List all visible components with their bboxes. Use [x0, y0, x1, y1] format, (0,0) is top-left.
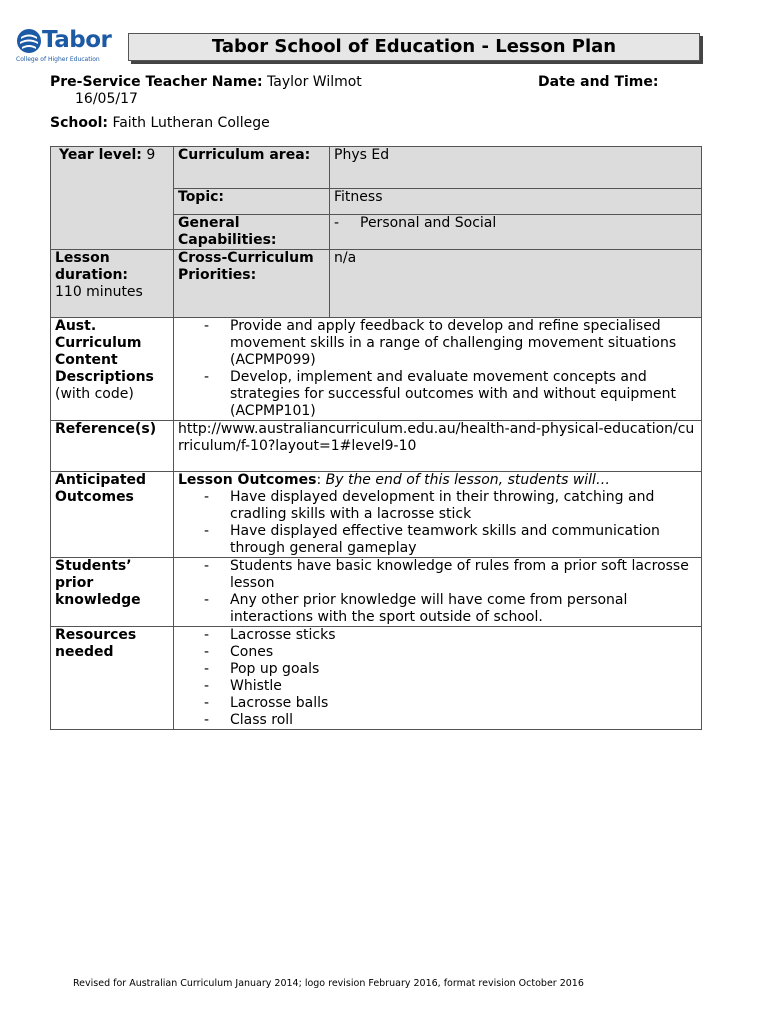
general-capabilities-cell — [330, 215, 702, 250]
table-row — [51, 558, 702, 627]
outcomes-intro: By the end of this lesson, students will… — [325, 472, 610, 488]
resources-cell — [174, 627, 702, 730]
teacher-name-value: Taylor Wilmot — [267, 74, 362, 90]
prior-knowledge-list — [178, 558, 697, 626]
content-descriptions-list — [178, 318, 697, 420]
cross-curriculum-label: Cross-Curriculum Priorities: — [174, 250, 330, 318]
outcomes-intro-line: Lesson Outcomes: By the end of this lesson, students will… — [178, 472, 610, 488]
lesson-duration-value: 110 minutes — [55, 284, 143, 300]
topic-value: Fitness — [330, 189, 702, 215]
school-label: School: — [50, 115, 108, 131]
lesson-duration-cell — [51, 250, 174, 318]
list-item: - Provide and apply feedback to develop and refine specialised movement skills in a range of challenging movement situations (ACPMP099) — [204, 318, 697, 369]
curriculum-area-value: Phys Ed — [330, 147, 702, 189]
anticipated-outcomes-label: Anticipated Outcomes — [51, 472, 174, 558]
cross-curriculum-value: n/a — [330, 250, 702, 318]
list-item: - Whistle — [204, 678, 697, 695]
outcomes-heading: Lesson Outcomes — [178, 472, 317, 488]
prior-knowledge-label: Students’ prior knowledge — [51, 558, 174, 627]
table-row — [51, 627, 702, 730]
teacher-name-row — [50, 74, 362, 91]
list-item: - Have displayed effective teamwork skills and communication through general gameplay — [204, 523, 697, 557]
resources-label: Resources needed — [51, 627, 174, 730]
list-item: - Pop up goals — [204, 661, 697, 678]
list-item: - Students have basic knowledge of rules from a prior soft lacrosse lesson — [204, 558, 697, 592]
list-item: - Personal and Social — [334, 215, 697, 232]
year-level-cell — [51, 147, 174, 250]
topic-label: Topic: — [174, 189, 330, 215]
reference-label: Reference(s) — [51, 421, 174, 472]
anticipated-outcomes-cell — [174, 472, 702, 558]
year-level-value: 9 — [146, 147, 156, 163]
teacher-name-label: Pre-Service Teacher Name: — [50, 74, 263, 90]
general-capabilities-list — [334, 215, 697, 232]
table-row — [51, 472, 702, 558]
outcomes-list — [178, 489, 697, 557]
content-descriptions-label: Aust. Curriculum Content Descriptions — [55, 318, 154, 385]
list-item: - Cones — [204, 644, 697, 661]
list-item: - Lacrosse sticks — [204, 627, 697, 644]
logo-subtitle: College of Higher Education — [16, 56, 100, 63]
logo-wordmark: Tabor — [42, 27, 112, 53]
general-capabilities-label: General Capabilities: — [174, 215, 330, 250]
document-title: Tabor School of Education - Lesson Plan — [128, 33, 700, 61]
content-descriptions-suffix: (with code) — [55, 386, 134, 402]
tabor-logo — [16, 26, 112, 64]
date-time-label: Date and Time: — [538, 74, 659, 90]
table-row — [51, 250, 702, 318]
table-row — [51, 147, 702, 189]
table-row — [51, 318, 702, 421]
list-item: - Any other prior knowledge will have come from personal interactions with the sport outside of school. — [204, 592, 697, 626]
content-descriptions-cell — [174, 318, 702, 421]
school-value: Faith Lutheran College — [112, 115, 270, 131]
year-level-label: Year level: — [59, 147, 142, 163]
revision-footer: Revised for Australian Curriculum January 2014; logo revision February 2016, format revision October 2016 — [73, 978, 584, 989]
content-descriptions-label-cell — [51, 318, 174, 421]
reference-link[interactable]: http://www.australiancurriculum.edu.au/health-and-physical-education/curriculum/f-10?layout=1#level9-10 — [174, 421, 702, 472]
tabor-logo-icon — [16, 28, 42, 54]
list-item: - Have displayed development in their throwing, catching and cradling skills with a lacrosse stick — [204, 489, 697, 523]
prior-knowledge-cell — [174, 558, 702, 627]
resources-list — [178, 627, 697, 729]
curriculum-area-label: Curriculum area: — [174, 147, 330, 189]
list-item: - Develop, implement and evaluate movement concepts and strategies for successful outcomes with and without equipment (ACPMP101) — [204, 369, 697, 420]
school-row — [50, 115, 270, 132]
list-item: - Class roll — [204, 712, 697, 729]
date-time-value: 16/05/17 — [75, 91, 138, 107]
table-row — [51, 421, 702, 472]
lesson-duration-label: Lesson duration: — [55, 250, 129, 283]
list-item: - Lacrosse balls — [204, 695, 697, 712]
lesson-plan-table — [50, 146, 702, 730]
